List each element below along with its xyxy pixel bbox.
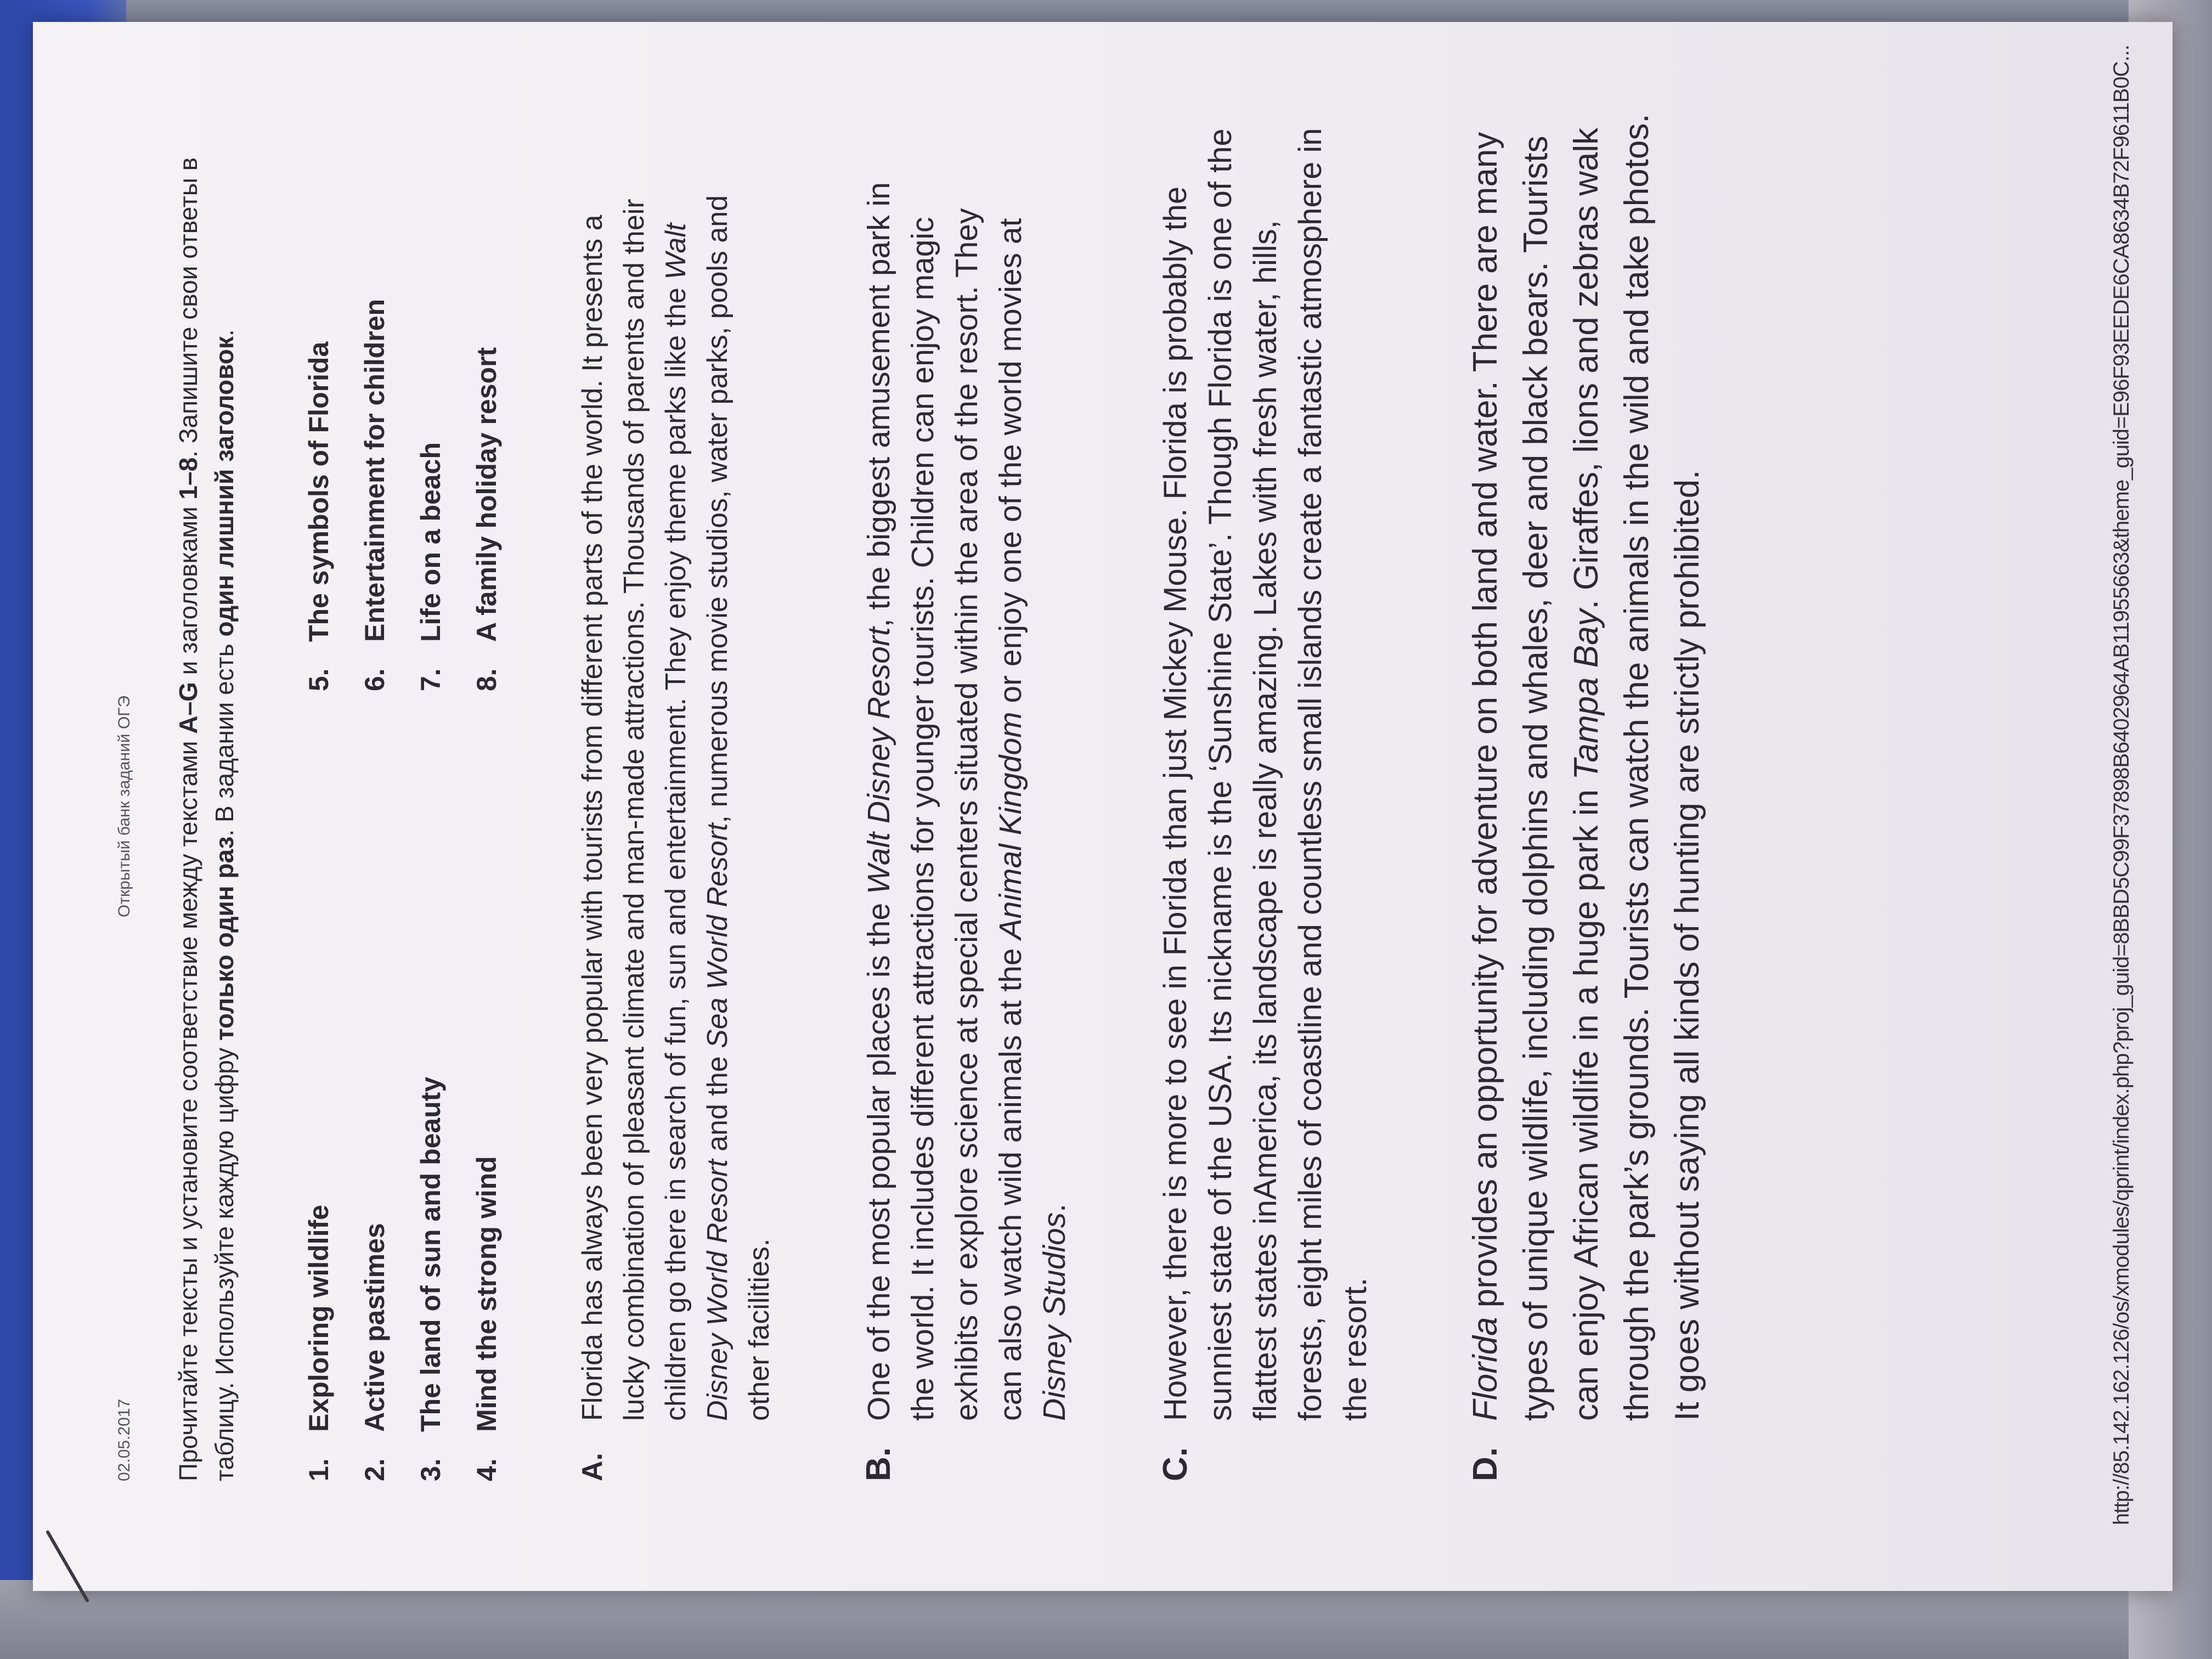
heading-text: Life on a beach (415, 442, 446, 642)
text-letter: A. (577, 1453, 608, 1481)
page-header (115, 132, 148, 1481)
heading-text: The symbols of Florida (303, 341, 334, 642)
heading-text: Mind the strong wind (471, 1156, 502, 1432)
instructions-text: . (210, 329, 239, 337)
text-body: , the biggest amusement park in the world. It includes different attractions for younger tourists. Children can enjoy magic exhibits or explore science at special centers situated within the area of the resort. They can also watch wild animals at the (861, 182, 1028, 1421)
headings-column-right (303, 299, 527, 691)
heading-item (303, 299, 359, 691)
instructions-bold: 1–8 (174, 457, 202, 500)
heading-item (471, 1077, 527, 1481)
heading-number: 5. (303, 668, 334, 691)
text-c (1153, 126, 1378, 1481)
heading-text: Entertainment for children (359, 298, 390, 642)
heading-text: Exploring wildlife (303, 1205, 334, 1432)
heading-number: 3. (415, 1458, 446, 1481)
text-italic: Walt Disney Resort (861, 627, 896, 894)
text-body: , numerous movie studios, water parks, pools and other facilities. (702, 195, 775, 1421)
text-body: or enjoy one of the world movies at (993, 218, 1028, 712)
text-body: . (1037, 1203, 1072, 1212)
instructions-bold: только один раз (210, 836, 239, 1041)
heading-item (359, 1077, 415, 1481)
heading-item (415, 299, 471, 691)
heading-text: A family holiday resort (471, 347, 502, 642)
heading-item (359, 299, 415, 691)
heading-number: 4. (471, 1458, 502, 1481)
text-letter: D. (1466, 1447, 1504, 1481)
text-body: One of the most popular places is the (861, 894, 896, 1421)
heading-number: 2. (359, 1458, 390, 1481)
text-italic: Walt Disney World Resort (660, 223, 733, 1421)
instructions-text: и заголовками (174, 499, 202, 682)
text-body: . Giraffes, lions and zebras walk through the park’s grounds. Tourists can watch the animals in the wild and take photos. It goes without saying all kinds of hunting are strictly prohibited. (1567, 114, 1706, 1421)
header-bank-title: Открытый банк заданий ОГЭ (115, 695, 133, 918)
footer-url: http://85.142.162.126/os/xmodules/qprint/index.php?proj_guid=8BBD5C99F37898B6402964AB11955663&theme_guid=E96F93EEDE6CA8634B72F9611B0C... (2109, 45, 2134, 1525)
heading-item (471, 299, 527, 691)
instructions-bold: A–G (174, 682, 202, 734)
worksheet-page (33, 22, 2172, 1591)
heading-number: 6. (359, 668, 390, 691)
task-instructions (170, 154, 242, 1481)
headings-column-left (303, 1077, 527, 1481)
text-body: Florida has always been very popular with tourists from different parts of the world. It presents a lucky combination of pleasant climate and man-made attractions. Thousands of parents and their children go there in search of fun, sun and entertainment. They enjoy theme parks like the (577, 199, 692, 1421)
text-d (1460, 93, 1713, 1481)
heading-text: Active pastimes (359, 1223, 390, 1432)
header-date: 02.05.2017 (115, 1398, 133, 1481)
text-letter: B. (860, 1447, 898, 1481)
text-body: and the (702, 1048, 733, 1160)
heading-number: 7. (415, 668, 446, 691)
instructions-text: . В задании есть (210, 636, 239, 837)
heading-number: 8. (471, 668, 502, 691)
heading-text: The land of sun and beauty (415, 1076, 446, 1432)
text-italic: Florida (1466, 1317, 1504, 1421)
headings-list (303, 132, 539, 1481)
heading-item (415, 1077, 471, 1481)
instructions-text: . Запишите свои ответы в таблицу. Используйте каждую цифру (174, 157, 239, 1481)
text-italic: Disney Studios (1037, 1212, 1072, 1421)
text-body: However, there is more to see in Florida than just Mickey Mouse. Florida is probably the sunniest state of the USA. Its nickname is the ‘Sunshine State’. Though Florida is one of the flattest states inAmerica, its landscape is really amazing. Lakes with fresh water, hills, forests, eight miles of coastline and countless small islands create a fantastic atmosphere in the resort. (1158, 128, 1373, 1421)
text-a (572, 170, 780, 1481)
text-italic: Tampa Bay (1567, 609, 1605, 780)
instructions-text: Прочитайте тексты и установите соответствие между текстами (174, 733, 202, 1481)
text-letter: C. (1156, 1447, 1194, 1481)
text-italic: Sea World Resort (702, 823, 733, 1048)
instructions-bold: один лишний заголовок (210, 336, 239, 637)
heading-number: 1. (303, 1458, 334, 1481)
background-bottom (0, 1580, 2212, 1659)
heading-item (303, 1077, 359, 1481)
text-b (857, 159, 1076, 1481)
text-body: provides an opportunity for adventure on both land and water. There are many types of unique wildlife, including dolphins and whales, deer and black bears. Tourists can enjoy African wildlife in a huge park in (1466, 132, 1605, 1421)
text-italic: Animal Kingdom (993, 712, 1028, 940)
